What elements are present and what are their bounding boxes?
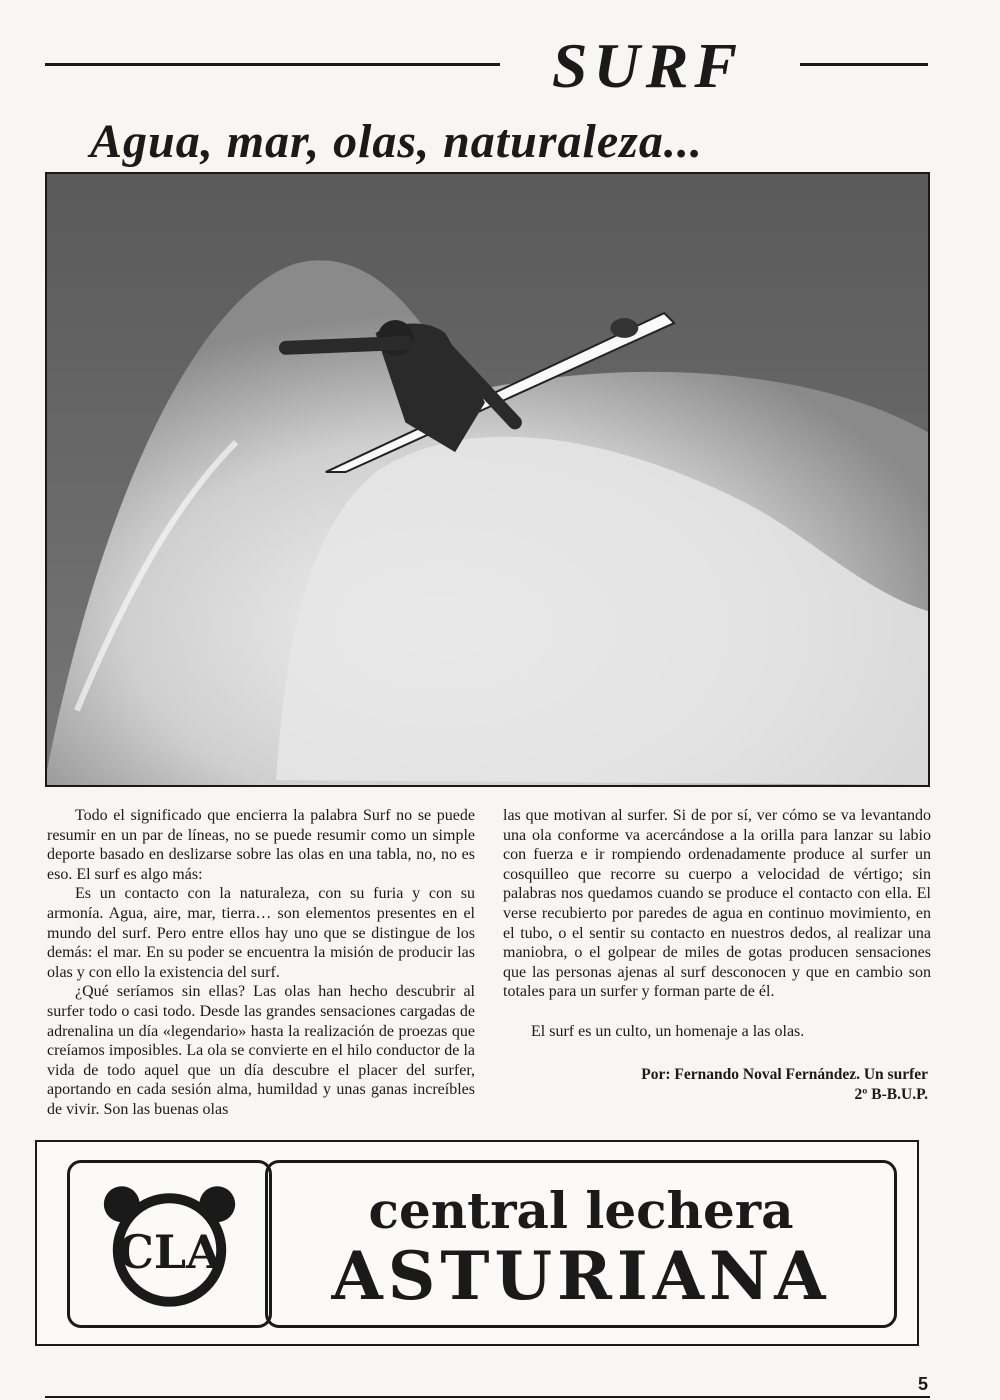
article-paragraph-4: las que motivan al surfer. Si de por sí, ver cómo se va levantando una ola conforme va acercándose a la orilla para lanzar su labio con fuerza e ir rompiendo ordenadamente produce al surfer un cosquilleo que recorre su cuerpo a velocidad de vértigo; sin palabras nos quedamos cuando se produce el contacto con ella. El verse recubierto por paredes de agua en continuo movimiento, en el tubo, o el sentir su contacto en nuestros dedos, al realizar una maniobra, o el golpear de miles de gotas producen sensaciones que las personas ajenas al surf desconocen y que en cambio son totales para un surfer y forman parte de él. <box>503 807 931 1001</box>
byline-author: Por: Fernando Noval Fernández. Un surfer <box>641 1066 928 1083</box>
byline-class: 2º B-B.U.P. <box>854 1086 928 1103</box>
page-subtitle: Agua, mar, olas, naturaleza... <box>90 115 703 168</box>
brand-logo-text: CLA <box>117 1224 222 1279</box>
article-paragraph-2: Es un contacto con la naturaleza, con su furia y con su armonía. Agua, aire, mar, tierra… son elementos presentes en el mundo del surf. Pero entre ellos hay uno que se distingue de los demás: el mar. En su poder se encuentra la misión de producir las olas y con ello la existencia del surf. <box>47 885 475 981</box>
article-paragraph-1: Todo el significado que encierra la palabra Surf no se puede resumir en un par de líneas, no se puede resumir como un simple deporte basado en deslizarse sobre las olas en una tabla, no, no es eso. El surf es algo más: <box>47 807 475 883</box>
byline <box>641 1065 928 1105</box>
brand-line-2: ASTURIANA <box>331 1237 831 1315</box>
page-number: 5 <box>917 1374 928 1394</box>
article-column-left <box>47 806 475 1120</box>
page-title: SURF <box>551 30 744 101</box>
brand-logo <box>67 1160 272 1328</box>
article-column-right <box>503 806 931 1042</box>
footer-rule <box>45 1396 930 1398</box>
brand-name <box>265 1160 897 1328</box>
article-paragraph-3: ¿Qué seríamos sin ellas? Las olas han hecho descubrir al surfer todo o casi todo. Desde las grandes sensaciones cargadas de adrenalina un día «legendario» hasta la realización de proezas que creíamos imposibles. La ola se convierte en el hilo conductor de la vida de todo aquel que un día descubre el placer del surfer, aportando en cada sesión alma, humildad y unas ganas increíbles de vivir. Son las buenas olas <box>47 983 475 1118</box>
header-rule-right <box>800 63 928 66</box>
surfer-photo <box>45 172 930 787</box>
brand-line-1: central lechera <box>368 1181 794 1240</box>
advertisement <box>35 1140 919 1346</box>
header-rule-left <box>45 63 500 66</box>
article-closing: El surf es un culto, un homenaje a las olas. <box>531 1022 805 1040</box>
